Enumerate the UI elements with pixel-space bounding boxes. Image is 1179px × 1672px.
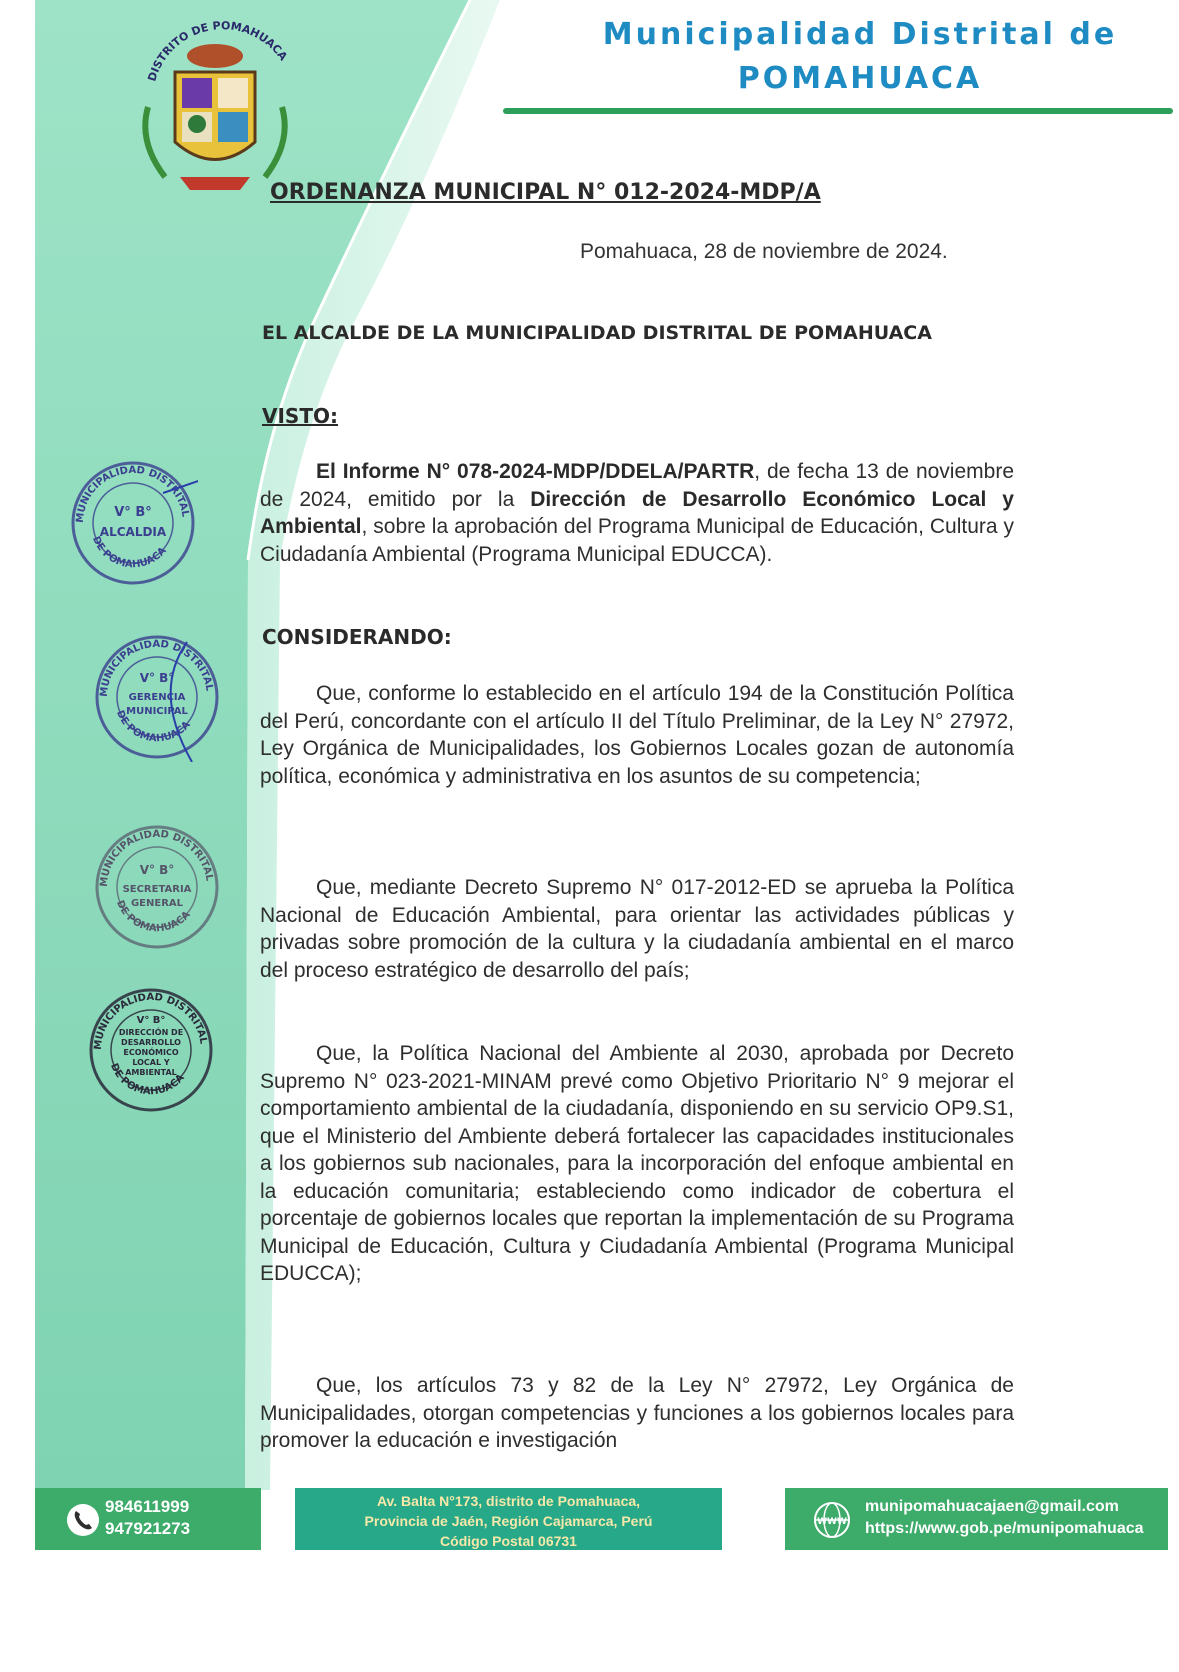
issuer-heading: EL ALCALDE DE LA MUNICIPALIDAD DISTRITAL DE POMAHUACA bbox=[262, 322, 932, 344]
stamp-office-2: GENERAL bbox=[130, 898, 184, 909]
considerando-paragraph-1: Que, conforme lo establecido en el artículo 194 de la Constitución Política del Perú, concordante con el artículo II del Título Preliminar, de la Ley N° 27972, Ley Orgánica de Municipalidades, los Gobiernos Locales gozan de autonomía política, económica y administrativa en los asuntos de su competencia; bbox=[260, 682, 1014, 788]
stamp-vobo: V° B° bbox=[136, 1015, 166, 1026]
stamp-office-5: AMBIENTAL bbox=[125, 1068, 177, 1077]
header-line-1: Municipalidad Distrital de bbox=[602, 17, 1118, 52]
crest-ring-text: DISTRITO DE POMAHUACA bbox=[145, 19, 290, 83]
stamp-office-4: LOCAL Y bbox=[132, 1058, 170, 1067]
considerando-paragraph-3: Que, la Política Nacional del Ambiente al 2030, aprobada por Decreto Supremo N° 023-2021-MINAM prevé como Objetivo Prioritario N° 9 mejorar el comportamiento ambiental de la ciudadanía, disponiendo en su servicio OP9.S1, que el Ministerio del Ambiente deberá fortalecer las capacidades institucionales a los gobiernos sub nacionales, para la incorporación del enfoque ambiental en la educación comunitaria; estableciendo como indicador de cobertura el porcentaje de gobiernos locales que reportan la implementación de su Programa Municipal de Educación, Cultura y Ciudadanía Ambiental (Programa Municipal EDUCCA); bbox=[260, 1042, 1014, 1285]
footer-web-box bbox=[785, 1488, 1168, 1550]
stamp-direccion bbox=[86, 985, 216, 1115]
footer-address-2: Provincia de Jaén, Región Cajamarca, Perú bbox=[364, 1513, 653, 1529]
stamp-office: SECRETARIA bbox=[122, 884, 192, 895]
footer-phone-1[interactable]: 984611999 bbox=[105, 1497, 190, 1516]
stamp-office-3: ECONÓMICO bbox=[123, 1048, 179, 1057]
stamp-ring-bottom: DE POMAHUACA bbox=[90, 534, 169, 571]
visto-text-1: , de fecha 13 de noviembre de 2024, emitido por la bbox=[260, 460, 1014, 511]
stamp-office-2: MUNICIPAL bbox=[126, 706, 188, 717]
stamp-ring-top: MUNICIPALIDAD DISTRITAL bbox=[74, 464, 191, 524]
footer-phone-box bbox=[35, 1488, 261, 1550]
stamp-secretaria bbox=[92, 822, 222, 952]
footer-phone-2[interactable]: 947921273 bbox=[105, 1519, 191, 1538]
considerando-paragraph-2: Que, mediante Decreto Supremo N° 017-2012-ED se aprueba la Política Nacional de Educación Ambiental, para orientar las actividades públicas y privadas sobre promoción de la cultura y la ciudadanía ambiental en el marco del proceso estratégico de desarrollo del país; bbox=[260, 876, 1014, 982]
footer-website[interactable]: https://www.gob.pe/munipomahuaca bbox=[865, 1520, 1144, 1537]
stamp-ring-bottom: DE POMAHUACA bbox=[108, 1061, 187, 1098]
municipal-crest bbox=[120, 12, 310, 202]
svg-text:MUNICIPALIDAD DISTRITAL bbox=[99, 829, 215, 887]
ordinance-title: ORDENANZA MUNICIPAL N° 012-2024-MDP/A bbox=[270, 180, 821, 205]
visto-heading: VISTO: bbox=[262, 404, 338, 428]
svg-text:MUNICIPALIDAD DISTRITAL bbox=[99, 639, 215, 697]
www-label: WWW bbox=[817, 1517, 847, 1527]
stamp-ring-top: MUNICIPALIDAD DISTRITAL bbox=[98, 828, 215, 888]
footer-address-3: Código Postal 06731 bbox=[440, 1533, 577, 1549]
stamp-gerencia bbox=[92, 632, 222, 762]
header-line-2: POMAHUACA bbox=[737, 61, 983, 96]
stamp-ring-top: MUNICIPALIDAD DISTRITAL bbox=[98, 638, 215, 698]
header-rule bbox=[503, 108, 1173, 114]
stamp-office: DIRECCIÓN DE bbox=[118, 1028, 184, 1037]
footer-address-1: Av. Balta N°173, distrito de Pomahuaca, bbox=[376, 1493, 641, 1509]
stamp-vobo: V° B° bbox=[139, 671, 175, 685]
visto-informe: El Informe N° 078-2024-MDP/DDELA/PARTR bbox=[316, 460, 755, 483]
stamp-ring-bottom: DE POMAHUACA bbox=[114, 898, 193, 935]
stamp-ring-top: MUNICIPALIDAD DISTRITAL bbox=[92, 991, 209, 1051]
footer-address-box bbox=[295, 1488, 722, 1550]
header-title bbox=[560, 14, 1160, 100]
footer-email[interactable]: munipomahuacajaen@gmail.com bbox=[865, 1498, 1119, 1515]
visto-paragraph bbox=[260, 458, 1014, 568]
visto-text-2: , sobre la aprobación del Programa Municipal de Educación, Cultura y Ciudadanía Ambiental (Programa Municipal EDUCCA). bbox=[260, 515, 1014, 566]
svg-text:DE POMAHUACA bbox=[90, 535, 169, 571]
visto-direccion: Dirección de Desarrollo Económico Local y Ambiental bbox=[260, 487, 1014, 538]
stamp-ring-bottom: DE POMAHUACA bbox=[114, 708, 193, 745]
stamp-office-2: DESARROLLO bbox=[121, 1038, 181, 1047]
stamp-vobo: V° B° bbox=[139, 863, 175, 877]
globe-icon bbox=[812, 1500, 852, 1540]
document-date: Pomahuaca, 28 de noviembre de 2024. bbox=[580, 240, 948, 263]
considerando-paragraph-4: Que, los artículos 73 y 82 de la Ley N° 27972, Ley Orgánica de Municipalidades, otorgan competencias y funciones a los gobiernos locales para promover la educación e investigación bbox=[260, 1374, 1014, 1452]
stamp-office: GERENCIA bbox=[128, 692, 186, 703]
stamp-office: ALCALDIA bbox=[99, 525, 167, 539]
stamp-alcaldia bbox=[68, 458, 198, 588]
stamp-vobo: V° B° bbox=[114, 505, 152, 520]
considerando-heading: CONSIDERANDO: bbox=[262, 625, 452, 649]
phone-icon bbox=[65, 1502, 101, 1538]
